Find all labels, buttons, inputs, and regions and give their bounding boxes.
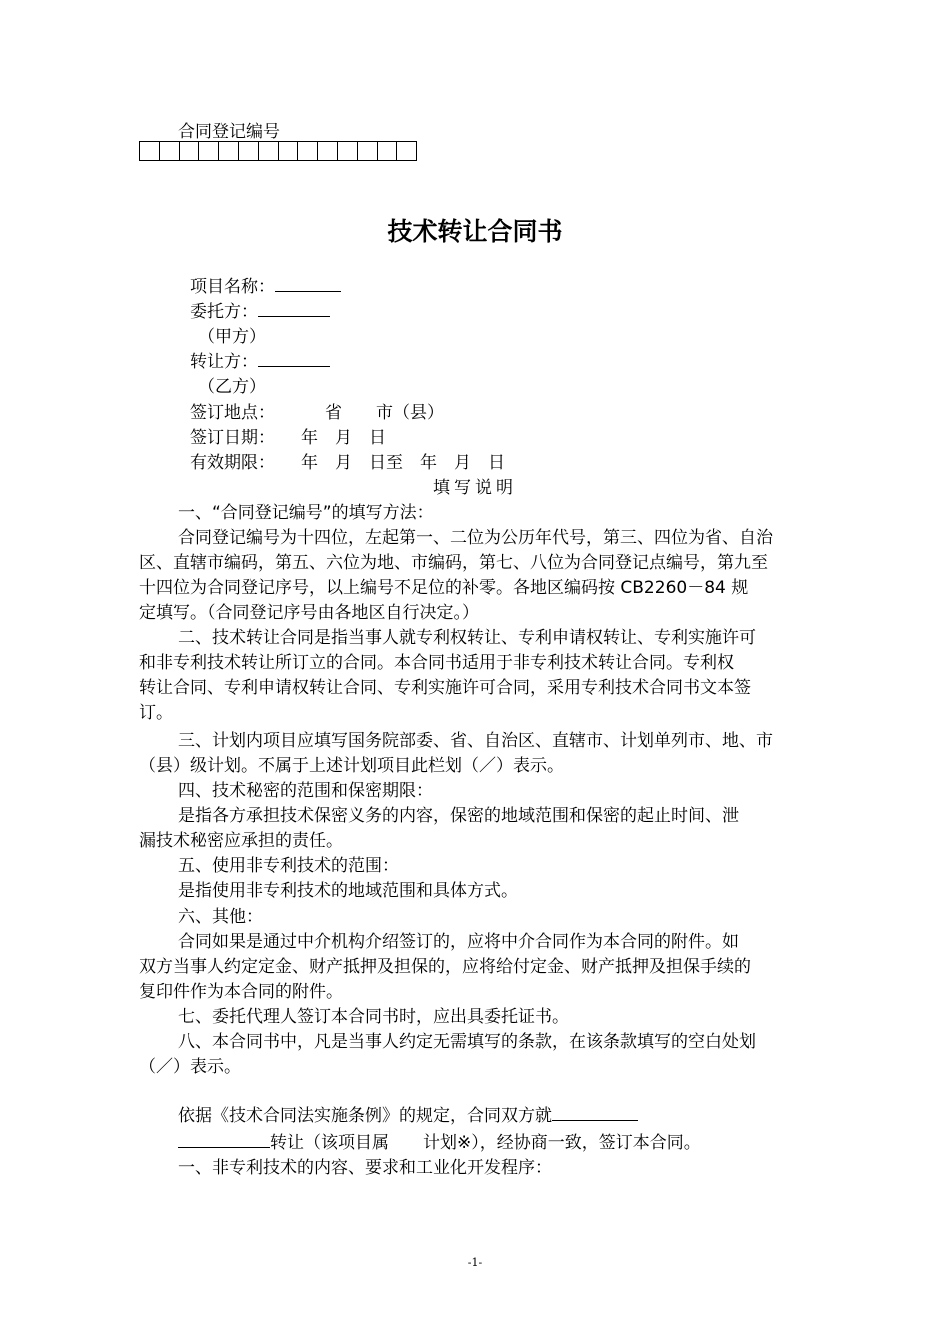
registration-digit-box[interactable] bbox=[396, 141, 417, 161]
contract-basis-line bbox=[178, 1101, 638, 1126]
signing-date-label: 签订日期： bbox=[190, 428, 275, 448]
registration-digit-box[interactable] bbox=[278, 141, 299, 161]
instruction-5-line: 是指使用非专利技术的地域范围和具体方式。 bbox=[178, 881, 518, 901]
contract-basis-text: 依据《技术合同法实施条例》的规定，合同双方就 bbox=[178, 1106, 552, 1126]
instruction-6-line: 复印件作为本合同的附件。 bbox=[139, 982, 343, 1002]
instruction-4-heading: 四、技术秘密的范围和保密期限： bbox=[178, 781, 433, 801]
instruction-6-line: 合同如果是通过中介机构介绍签订的，应将中介合同作为本合同的附件。如 bbox=[178, 932, 739, 952]
registration-number-boxes[interactable] bbox=[139, 141, 417, 161]
registration-digit-box[interactable] bbox=[357, 141, 378, 161]
instruction-1-line: 十四位为合同登记序号，以上编号不足位的补零。各地区编码按 CB2260－84 规 bbox=[139, 578, 749, 598]
project-name-field[interactable] bbox=[275, 277, 341, 292]
signing-place-label: 签订地点： bbox=[190, 403, 275, 423]
instruction-8-line: 八、本合同书中，凡是当事人约定无需填写的条款，在该条款填写的空白处划 bbox=[178, 1032, 756, 1052]
signing-place-row bbox=[190, 398, 444, 423]
instruction-4-line: 漏技术秘密应承担的责任。 bbox=[139, 831, 343, 851]
registration-digit-box[interactable] bbox=[377, 141, 398, 161]
instruction-1-heading: 一、“合同登记编号”的填写方法： bbox=[178, 503, 434, 523]
registration-digit-box[interactable] bbox=[139, 141, 160, 161]
instruction-2-line: 订。 bbox=[139, 703, 173, 723]
instruction-4-line: 是指各方承担技术保密义务的内容，保密的地域范围和保密的起止时间、泄 bbox=[178, 806, 739, 826]
registration-digit-box[interactable] bbox=[317, 141, 338, 161]
instruction-2-line: 转让合同、专利申请权转让合同、专利实施许可合同，采用专利技术合同书文本签 bbox=[139, 678, 751, 698]
instruction-1-line: 定填写。（合同登记序号由各地区自行决定。） bbox=[139, 603, 479, 623]
client-label: 委托方： bbox=[190, 302, 258, 322]
clause-1-heading: 一、非专利技术的内容、要求和工业化开发程序： bbox=[178, 1158, 552, 1178]
instruction-2-line: 二、技术转让合同是指当事人就专利权转让、专利申请权转让、专利实施许可 bbox=[178, 628, 756, 648]
instruction-1-line: 合同登记编号为十四位，左起第一、二位为公历年代号，第三、四位为省、自治 bbox=[178, 528, 773, 548]
instruction-1-line: 区、直辖市编码，第五、六位为地、市编码，第七、八位为合同登记点编号，第九至 bbox=[139, 553, 768, 573]
registration-digit-box[interactable] bbox=[297, 141, 318, 161]
party-a-label: （甲方） bbox=[198, 327, 266, 347]
registration-digit-box[interactable] bbox=[159, 141, 180, 161]
assignee-row bbox=[190, 347, 330, 372]
transfer-text: 转让（该项目属 计划※），经协商一致，签订本合同。 bbox=[270, 1133, 701, 1153]
page-number: -1- bbox=[467, 1256, 483, 1269]
validity-fields: 年 月 日至 年 月 日 bbox=[301, 453, 505, 473]
signing-date-row bbox=[190, 423, 386, 448]
signing-date-fields: 年 月 日 bbox=[301, 428, 386, 448]
instruction-7-line: 七、委托代理人签订本合同书时，应出具委托证书。 bbox=[178, 1007, 569, 1027]
transfer-line bbox=[178, 1128, 701, 1153]
registration-digit-box[interactable] bbox=[218, 141, 239, 161]
instruction-3-line: （县）级计划。不属于上述计划项目此栏划（／）表示。 bbox=[139, 756, 564, 776]
validity-row bbox=[190, 448, 505, 473]
registration-number-label: 合同登记编号 bbox=[178, 122, 280, 142]
party-b-label: （乙方） bbox=[198, 377, 266, 397]
instruction-8-line: （／）表示。 bbox=[139, 1057, 241, 1077]
client-field[interactable] bbox=[258, 302, 330, 317]
assignee-field[interactable] bbox=[258, 352, 330, 367]
registration-digit-box[interactable] bbox=[179, 141, 200, 161]
instruction-3-line: 三、计划内项目应填写国务院部委、省、自治区、直辖市、计划单列市、地、市 bbox=[178, 731, 773, 751]
registration-digit-box[interactable] bbox=[238, 141, 259, 161]
transfer-subject-field[interactable] bbox=[178, 1133, 270, 1148]
instructions-heading: 填写说明 bbox=[433, 478, 517, 498]
project-name-label: 项目名称： bbox=[190, 277, 275, 297]
subject-field[interactable] bbox=[552, 1106, 638, 1121]
registration-digit-box[interactable] bbox=[198, 141, 219, 161]
assignee-label: 转让方： bbox=[190, 352, 258, 372]
validity-label: 有效期限： bbox=[190, 453, 275, 473]
registration-digit-box[interactable] bbox=[258, 141, 279, 161]
instruction-6-line: 双方当事人约定定金、财产抵押及担保的，应将给付定金、财产抵押及担保手续的 bbox=[139, 957, 751, 977]
instruction-5-heading: 五、使用非专利技术的范围： bbox=[178, 856, 399, 876]
project-name-row bbox=[190, 272, 341, 297]
document-title: 技术转让合同书 bbox=[387, 217, 563, 246]
signing-place-fields: 省 市（县） bbox=[325, 403, 444, 423]
instruction-2-line: 和非专利技术转让所订立的合同。本合同书适用于非专利技术转让合同。专利权 bbox=[139, 653, 734, 673]
instruction-6-heading: 六、其他： bbox=[178, 907, 263, 927]
registration-digit-box[interactable] bbox=[337, 141, 358, 161]
client-row bbox=[190, 297, 330, 322]
